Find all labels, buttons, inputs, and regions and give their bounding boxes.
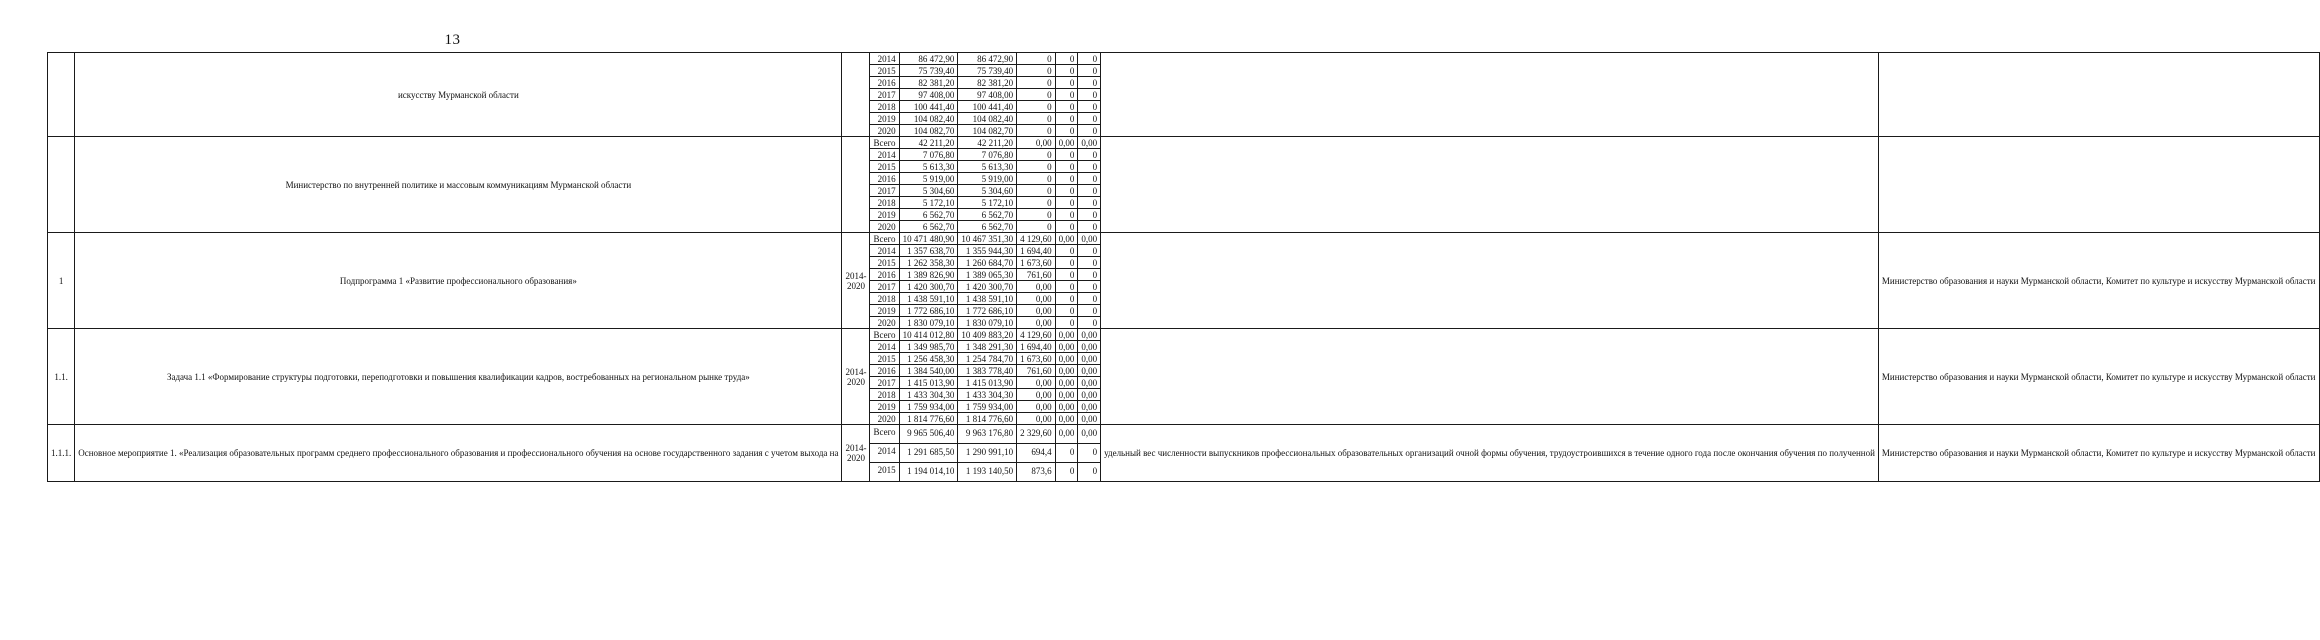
- regional-budget-cell: 104 082,70: [958, 125, 1017, 137]
- federal-budget-cell: 0: [1017, 77, 1056, 89]
- regional-budget-cell: 1 348 291,30: [958, 341, 1017, 353]
- responsible-cell: [1878, 137, 2319, 233]
- regional-budget-cell: 1 254 784,70: [958, 353, 1017, 365]
- row-number-cell: [48, 137, 75, 233]
- year-cell: 2016: [870, 77, 899, 89]
- regional-budget-cell: 5 613,30: [958, 161, 1017, 173]
- year-cell: 2020: [870, 317, 899, 329]
- federal-budget-cell: 0,00: [1017, 413, 1056, 425]
- other-cell: 0: [1078, 113, 1101, 125]
- federal-budget-cell: 0: [1017, 161, 1056, 173]
- year-cell: 2019: [870, 401, 899, 413]
- other-cell: 0: [1078, 209, 1101, 221]
- federal-budget-cell: 0,00: [1017, 281, 1056, 293]
- regional-budget-cell: 1 420 300,70: [958, 281, 1017, 293]
- year-cell: 2014: [870, 444, 899, 463]
- local-budget-cell: 0: [1055, 125, 1078, 137]
- regional-budget-cell: 1 193 140,50: [958, 463, 1017, 482]
- total-cell: 7 076,80: [899, 149, 958, 161]
- other-cell: 0: [1078, 77, 1101, 89]
- local-budget-cell: 0: [1055, 149, 1078, 161]
- federal-budget-cell: 0,00: [1017, 389, 1056, 401]
- local-budget-cell: 0: [1055, 53, 1078, 65]
- year-cell: 2018: [870, 293, 899, 305]
- total-cell: 5 304,60: [899, 185, 958, 197]
- year-cell: 2017: [870, 377, 899, 389]
- local-budget-cell: 0: [1055, 65, 1078, 77]
- regional-budget-cell: 6 562,70: [958, 221, 1017, 233]
- year-cell: 2017: [870, 281, 899, 293]
- local-budget-cell: 0,00: [1055, 341, 1078, 353]
- federal-budget-cell: 1 673,60: [1017, 353, 1056, 365]
- table-body: [48, 53, 2320, 482]
- local-budget-cell: 0: [1055, 444, 1078, 463]
- total-cell: 1 194 014,10: [899, 463, 958, 482]
- federal-budget-cell: 0: [1017, 89, 1056, 101]
- row-name-cell: Основное мероприятие 1. «Реализация образовательных программ среднего профессионального образования и профессионального обучения на основе государственного задания с учетом выхода на: [75, 425, 842, 482]
- responsible-cell: Министерство образования и науки Мурманской области, Комитет по культуре и искусству Мурманской области: [1878, 233, 2319, 329]
- regional-budget-cell: 1 772 686,10: [958, 305, 1017, 317]
- federal-budget-cell: 1 673,60: [1017, 257, 1056, 269]
- year-cell: 2019: [870, 305, 899, 317]
- federal-budget-cell: 2 329,60: [1017, 425, 1056, 444]
- total-cell: 1 384 540,00: [899, 365, 958, 377]
- total-cell: 104 082,70: [899, 125, 958, 137]
- regional-budget-cell: 100 441,40: [958, 101, 1017, 113]
- federal-budget-cell: 0: [1017, 197, 1056, 209]
- federal-budget-cell: 0: [1017, 101, 1056, 113]
- federal-budget-cell: 0,00: [1017, 401, 1056, 413]
- federal-budget-cell: 0: [1017, 125, 1056, 137]
- other-cell: 0: [1078, 161, 1101, 173]
- regional-budget-cell: 75 739,40: [958, 65, 1017, 77]
- total-cell: 1 389 826,90: [899, 269, 958, 281]
- local-budget-cell: 0: [1055, 77, 1078, 89]
- year-cell: 2014: [870, 53, 899, 65]
- year-cell: 2014: [870, 245, 899, 257]
- other-cell: 0: [1078, 245, 1101, 257]
- local-budget-cell: 0,00: [1055, 401, 1078, 413]
- federal-budget-cell: 0: [1017, 113, 1056, 125]
- local-budget-cell: 0: [1055, 317, 1078, 329]
- other-cell: 0,00: [1078, 353, 1101, 365]
- federal-budget-cell: 0: [1017, 221, 1056, 233]
- year-cell: Всего: [870, 233, 899, 245]
- regional-budget-cell: 1 830 079,10: [958, 317, 1017, 329]
- indicator-cell: [1101, 137, 1879, 233]
- other-cell: 0: [1078, 269, 1101, 281]
- responsible-cell: Министерство образования и науки Мурманской области, Комитет по культуре и искусству Мурманской области: [1878, 425, 2319, 482]
- regional-budget-cell: 82 381,20: [958, 77, 1017, 89]
- year-cell: 2016: [870, 365, 899, 377]
- total-cell: 1 433 304,30: [899, 389, 958, 401]
- year-cell: 2018: [870, 197, 899, 209]
- federal-budget-cell: 0: [1017, 53, 1056, 65]
- local-budget-cell: 0,00: [1055, 137, 1078, 149]
- table-row: [48, 137, 2320, 149]
- federal-budget-cell: 761,60: [1017, 365, 1056, 377]
- year-cell: Всего: [870, 329, 899, 341]
- row-name-cell: Подпрограмма 1 «Развитие профессионального образования»: [75, 233, 842, 329]
- year-cell: 2017: [870, 89, 899, 101]
- local-budget-cell: 0: [1055, 221, 1078, 233]
- local-budget-cell: 0: [1055, 101, 1078, 113]
- total-cell: 1 814 776,60: [899, 413, 958, 425]
- row-number-cell: 1: [48, 233, 75, 329]
- period-cell: [842, 53, 870, 137]
- local-budget-cell: 0,00: [1055, 389, 1078, 401]
- federal-budget-cell: 0: [1017, 185, 1056, 197]
- local-budget-cell: 0: [1055, 245, 1078, 257]
- other-cell: 0,00: [1078, 389, 1101, 401]
- federal-budget-cell: 0: [1017, 209, 1056, 221]
- year-cell: 2015: [870, 353, 899, 365]
- regional-budget-cell: 1 260 684,70: [958, 257, 1017, 269]
- federal-budget-cell: 0,00: [1017, 305, 1056, 317]
- total-cell: 1 291 685,50: [899, 444, 958, 463]
- period-cell: [842, 137, 870, 233]
- row-number-cell: [48, 53, 75, 137]
- federal-budget-cell: 0,00: [1017, 293, 1056, 305]
- other-cell: 0: [1078, 317, 1101, 329]
- responsible-cell: Министерство образования и науки Мурманской области, Комитет по культуре и искусству Мурманской области: [1878, 329, 2319, 425]
- local-budget-cell: 0: [1055, 197, 1078, 209]
- total-cell: 5 172,10: [899, 197, 958, 209]
- indicator-cell: [1101, 233, 1879, 329]
- total-cell: 5 613,30: [899, 161, 958, 173]
- total-cell: 6 562,70: [899, 221, 958, 233]
- local-budget-cell: 0: [1055, 161, 1078, 173]
- local-budget-cell: 0: [1055, 89, 1078, 101]
- regional-budget-cell: 97 408,00: [958, 89, 1017, 101]
- local-budget-cell: 0,00: [1055, 413, 1078, 425]
- regional-budget-cell: 5 172,10: [958, 197, 1017, 209]
- year-cell: 2014: [870, 341, 899, 353]
- total-cell: 1 262 358,30: [899, 257, 958, 269]
- total-cell: 1 420 300,70: [899, 281, 958, 293]
- other-cell: 0,00: [1078, 341, 1101, 353]
- year-cell: 2017: [870, 185, 899, 197]
- other-cell: 0: [1078, 463, 1101, 482]
- local-budget-cell: 0,00: [1055, 329, 1078, 341]
- local-budget-cell: 0: [1055, 113, 1078, 125]
- local-budget-cell: 0: [1055, 305, 1078, 317]
- total-cell: 6 562,70: [899, 209, 958, 221]
- row-name-cell: Задача 1.1 «Формирование структуры подготовки, переподготовки и повышения квалификации кадров, востребованных на региональном рынке труда»: [75, 329, 842, 425]
- row-number-cell: 1.1.1.: [48, 425, 75, 482]
- other-cell: 0: [1078, 197, 1101, 209]
- year-cell: 2015: [870, 65, 899, 77]
- federal-budget-cell: 0,00: [1017, 137, 1056, 149]
- total-cell: 1 772 686,10: [899, 305, 958, 317]
- total-cell: 1 759 934,00: [899, 401, 958, 413]
- period-cell: 2014- 2020: [842, 425, 870, 482]
- regional-budget-cell: 10 467 351,30: [958, 233, 1017, 245]
- year-cell: 2015: [870, 257, 899, 269]
- total-cell: 9 965 506,40: [899, 425, 958, 444]
- year-cell: Всего: [870, 425, 899, 444]
- federal-budget-cell: 873,6: [1017, 463, 1056, 482]
- indicator-cell: удельный вес численности выпускников профессиональных образовательных организаций очной формы обучения, трудоустроившихся в течение одного года после окончания обучения по полученной: [1101, 425, 1879, 482]
- regional-budget-cell: 1 814 776,60: [958, 413, 1017, 425]
- federal-budget-cell: 0,00: [1017, 377, 1056, 389]
- local-budget-cell: 0: [1055, 209, 1078, 221]
- total-cell: 1 438 591,10: [899, 293, 958, 305]
- federal-budget-cell: 761,60: [1017, 269, 1056, 281]
- regional-budget-cell: 1 415 013,90: [958, 377, 1017, 389]
- total-cell: 1 349 985,70: [899, 341, 958, 353]
- total-cell: 86 472,90: [899, 53, 958, 65]
- federal-budget-cell: 0: [1017, 65, 1056, 77]
- local-budget-cell: 0: [1055, 269, 1078, 281]
- table-row: [48, 233, 2320, 245]
- other-cell: 0,00: [1078, 137, 1101, 149]
- budget-table: [47, 52, 2320, 482]
- year-cell: 2018: [870, 101, 899, 113]
- regional-budget-cell: 1 355 944,30: [958, 245, 1017, 257]
- total-cell: 5 919,00: [899, 173, 958, 185]
- local-budget-cell: 0: [1055, 257, 1078, 269]
- regional-budget-cell: 1 389 065,30: [958, 269, 1017, 281]
- page-number: 13: [444, 32, 461, 48]
- row-name-cell: искусству Мурманской области: [75, 53, 842, 137]
- regional-budget-cell: 1 433 304,30: [958, 389, 1017, 401]
- total-cell: 1 357 638,70: [899, 245, 958, 257]
- local-budget-cell: 0: [1055, 173, 1078, 185]
- year-cell: 2020: [870, 413, 899, 425]
- total-cell: 97 408,00: [899, 89, 958, 101]
- responsible-cell: [1878, 53, 2319, 137]
- total-cell: 10 471 480,90: [899, 233, 958, 245]
- total-cell: 1 415 013,90: [899, 377, 958, 389]
- regional-budget-cell: 6 562,70: [958, 209, 1017, 221]
- year-cell: 2014: [870, 149, 899, 161]
- other-cell: 0: [1078, 89, 1101, 101]
- local-budget-cell: 0,00: [1055, 425, 1078, 444]
- year-cell: 2015: [870, 463, 899, 482]
- regional-budget-cell: 1 290 991,10: [958, 444, 1017, 463]
- total-cell: 104 082,40: [899, 113, 958, 125]
- other-cell: 0: [1078, 305, 1101, 317]
- regional-budget-cell: 1 759 934,00: [958, 401, 1017, 413]
- regional-budget-cell: 7 076,80: [958, 149, 1017, 161]
- table-row: [48, 329, 2320, 341]
- local-budget-cell: 0: [1055, 185, 1078, 197]
- table-row: [48, 53, 2320, 65]
- local-budget-cell: 0,00: [1055, 377, 1078, 389]
- other-cell: 0: [1078, 149, 1101, 161]
- indicator-cell: [1101, 53, 1879, 137]
- total-cell: 75 739,40: [899, 65, 958, 77]
- federal-budget-cell: 694,4: [1017, 444, 1056, 463]
- local-budget-cell: 0: [1055, 281, 1078, 293]
- period-cell: 2014- 2020: [842, 233, 870, 329]
- total-cell: 82 381,20: [899, 77, 958, 89]
- federal-budget-cell: 0: [1017, 173, 1056, 185]
- local-budget-cell: 0,00: [1055, 233, 1078, 245]
- year-cell: 2020: [870, 125, 899, 137]
- other-cell: 0: [1078, 444, 1101, 463]
- year-cell: 2019: [870, 209, 899, 221]
- table-row: [48, 425, 2320, 444]
- federal-budget-cell: 0: [1017, 149, 1056, 161]
- regional-budget-cell: 5 919,00: [958, 173, 1017, 185]
- other-cell: 0,00: [1078, 365, 1101, 377]
- federal-budget-cell: 1 694,40: [1017, 245, 1056, 257]
- year-cell: Всего: [870, 137, 899, 149]
- other-cell: 0,00: [1078, 401, 1101, 413]
- local-budget-cell: 0,00: [1055, 353, 1078, 365]
- other-cell: 0: [1078, 293, 1101, 305]
- other-cell: 0,00: [1078, 413, 1101, 425]
- year-cell: 2020: [870, 221, 899, 233]
- local-budget-cell: 0: [1055, 463, 1078, 482]
- federal-budget-cell: 0,00: [1017, 317, 1056, 329]
- total-cell: 10 414 012,80: [899, 329, 958, 341]
- regional-budget-cell: 5 304,60: [958, 185, 1017, 197]
- regional-budget-cell: 1 438 591,10: [958, 293, 1017, 305]
- regional-budget-cell: 42 211,20: [958, 137, 1017, 149]
- other-cell: 0,00: [1078, 377, 1101, 389]
- regional-budget-cell: 9 963 176,80: [958, 425, 1017, 444]
- other-cell: 0: [1078, 125, 1101, 137]
- other-cell: 0: [1078, 65, 1101, 77]
- regional-budget-cell: 104 082,40: [958, 113, 1017, 125]
- other-cell: 0: [1078, 101, 1101, 113]
- year-cell: 2018: [870, 389, 899, 401]
- federal-budget-cell: 1 694,40: [1017, 341, 1056, 353]
- total-cell: 42 211,20: [899, 137, 958, 149]
- year-cell: 2016: [870, 173, 899, 185]
- regional-budget-cell: 1 383 778,40: [958, 365, 1017, 377]
- regional-budget-cell: 86 472,90: [958, 53, 1017, 65]
- row-name-cell: Министерство по внутренней политике и массовым коммуникациям Мурманской области: [75, 137, 842, 233]
- local-budget-cell: 0,00: [1055, 365, 1078, 377]
- regional-budget-cell: 10 409 883,20: [958, 329, 1017, 341]
- indicator-cell: [1101, 329, 1879, 425]
- year-cell: 2019: [870, 113, 899, 125]
- other-cell: 0,00: [1078, 233, 1101, 245]
- other-cell: 0: [1078, 257, 1101, 269]
- other-cell: 0: [1078, 173, 1101, 185]
- other-cell: 0: [1078, 185, 1101, 197]
- other-cell: 0,00: [1078, 329, 1101, 341]
- period-cell: 2014- 2020: [842, 329, 870, 425]
- other-cell: 0: [1078, 281, 1101, 293]
- other-cell: 0,00: [1078, 425, 1101, 444]
- total-cell: 1 256 458,30: [899, 353, 958, 365]
- federal-budget-cell: 4 129,60: [1017, 329, 1056, 341]
- year-cell: 2015: [870, 161, 899, 173]
- other-cell: 0: [1078, 53, 1101, 65]
- federal-budget-cell: 4 129,60: [1017, 233, 1056, 245]
- local-budget-cell: 0: [1055, 293, 1078, 305]
- total-cell: 100 441,40: [899, 101, 958, 113]
- total-cell: 1 830 079,10: [899, 317, 958, 329]
- other-cell: 0: [1078, 221, 1101, 233]
- row-number-cell: 1.1.: [48, 329, 75, 425]
- year-cell: 2016: [870, 269, 899, 281]
